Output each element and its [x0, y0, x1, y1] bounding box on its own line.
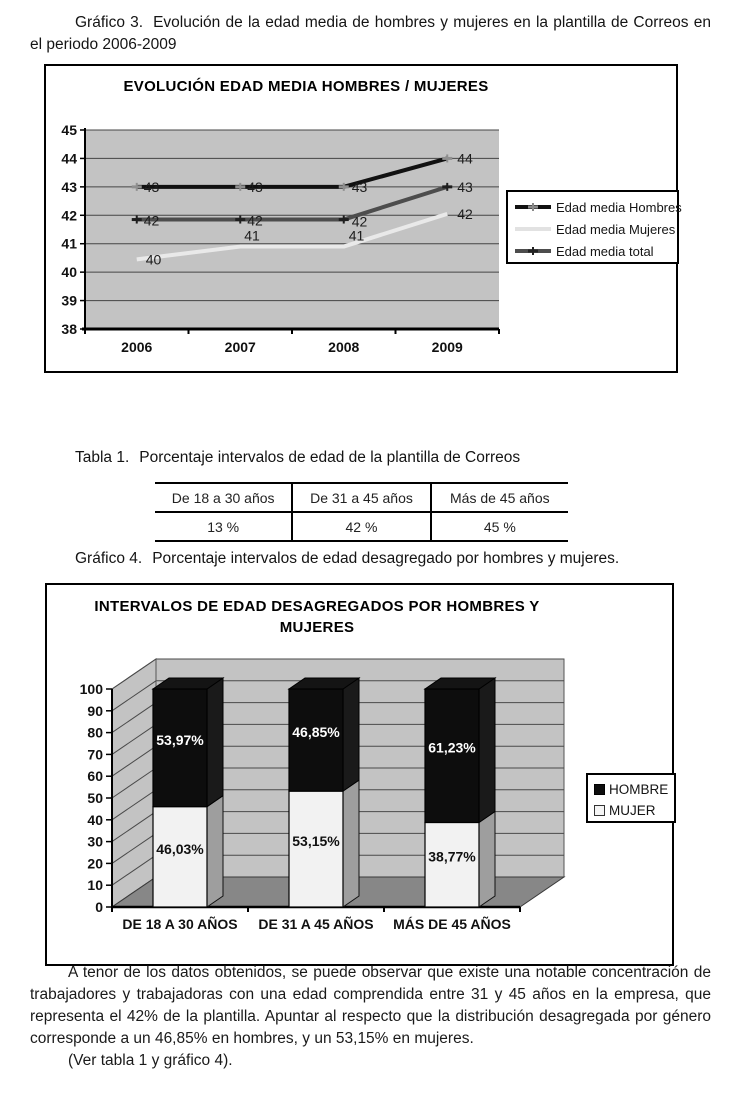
- caption-grafico3-text: Evolución de la edad media de hombres y mujeres en la plantilla de Correos en el periodo 2006-2009: [30, 14, 711, 53]
- line-chart-legend: [506, 190, 682, 264]
- body-paragraph: A tenor de los datos obtenidos, se puede observar que existe una notable concentración de trabajadores y trabajadoras con una edad comprendida entre 31 y 45 años en la empresa, que representa el 42% de la plantilla. Apuntar al respecto que la distribución desagregada por género corresponde a un 46,85% en hombres, y un 53,15% en mujeres.: [30, 964, 711, 1047]
- data-label: 44: [457, 150, 473, 167]
- legend-label-hombres: Edad media Hombres: [556, 199, 682, 215]
- legend-label-hombre: HOMBRE: [609, 782, 669, 797]
- y-axis-label: 42: [61, 207, 77, 224]
- bar-side-face-mujer: [479, 811, 495, 907]
- data-label: 42: [351, 213, 368, 230]
- caption-grafico4-text: Porcentaje intervalos de edad desagregado por hombres y mujeres.: [152, 550, 620, 567]
- table-value-row: [155, 512, 568, 541]
- y-axis-label: 10: [87, 877, 103, 894]
- x-axis-label: 2009: [431, 339, 463, 355]
- x-axis-label: 2008: [328, 339, 360, 355]
- figure-grafico3: [44, 64, 682, 373]
- table-value-cell: 13 %: [155, 512, 292, 541]
- bar-side-face-hombre: [207, 678, 223, 807]
- bar-side-face-mujer: [343, 780, 359, 907]
- data-label: 43: [351, 178, 368, 195]
- see-reference: (Ver tabla 1 y gráfico 4).: [68, 1052, 233, 1069]
- y-axis-label: 40: [61, 264, 77, 281]
- y-axis-label: 30: [87, 833, 103, 850]
- table-header-cell: De 18 a 30 años: [155, 483, 292, 512]
- legend-item-total: [513, 240, 675, 262]
- data-label: 42: [143, 212, 160, 229]
- data-label: 41: [348, 227, 365, 244]
- caption-tabla1-text: Porcentaje intervalos de edad de la plantilla de Correos: [139, 449, 521, 466]
- category-label: DE 31 A 45 AÑOS: [258, 916, 374, 932]
- y-axis-label: 39: [61, 292, 77, 309]
- x-axis-label: 2007: [224, 339, 256, 355]
- y-axis-label: 100: [79, 681, 103, 697]
- bar-chart: [47, 585, 672, 964]
- table-value-cell: 45 %: [431, 512, 568, 541]
- y-axis-label: 20: [87, 855, 103, 872]
- legend-swatch-hombre: [594, 784, 605, 795]
- bar-side-face-hombre: [479, 678, 495, 822]
- legend-item-hombre: [594, 779, 674, 800]
- data-label: 41: [244, 227, 260, 244]
- data-label: 43: [247, 178, 263, 195]
- caption-tabla1: [30, 447, 711, 469]
- line-chart-title: EVOLUCIÓN EDAD MEDIA HOMBRES / MUJERES: [123, 78, 489, 95]
- caption-grafico4: [30, 548, 711, 570]
- legend-label-total: Edad media total: [556, 243, 654, 259]
- legend-swatch-mujeres-line: [513, 222, 553, 236]
- mujer-data-label: 53,15%: [292, 833, 340, 850]
- y-axis-label: 38: [61, 321, 77, 337]
- legend-item-mujeres: [513, 218, 675, 240]
- y-axis-label: 45: [61, 122, 77, 138]
- data-label: 43: [143, 178, 160, 195]
- legend-item-hombres: [513, 196, 682, 218]
- y-axis-label: 90: [87, 702, 103, 719]
- data-label: 40: [145, 251, 162, 268]
- data-label: 43: [457, 178, 473, 195]
- y-axis-label: 50: [87, 790, 103, 806]
- caption-grafico4-label: Gráfico 4.: [75, 550, 143, 567]
- table-header-row: [155, 483, 568, 512]
- legend-swatch-hombres-line: [513, 200, 553, 214]
- y-axis-label: 80: [87, 724, 103, 741]
- category-label: DE 18 A 30 AÑOS: [122, 916, 238, 932]
- body-text: [30, 962, 711, 1072]
- legend-item-mujer: [594, 800, 674, 821]
- legend-swatch-total-line: [513, 244, 553, 258]
- hombre-data-label: 61,23%: [428, 739, 476, 756]
- caption-grafico3: [30, 12, 711, 56]
- bar-chart-title-line1: INTERVALOS DE EDAD DESAGREGADOS POR HOMBRES Y: [94, 598, 540, 615]
- figure-grafico4: [45, 583, 674, 966]
- legend-label-mujeres: Edad media Mujeres: [556, 221, 676, 237]
- legend-swatch-mujer: [594, 805, 605, 816]
- bar-side-face-hombre: [343, 678, 359, 791]
- data-label: 42: [247, 212, 263, 229]
- legend-label-mujer: MUJER: [609, 803, 656, 818]
- bar-chart-legend: [586, 773, 676, 823]
- bar-chart-title-line2: MUJERES: [279, 619, 355, 636]
- y-axis-label: 41: [61, 235, 77, 252]
- mujer-data-label: 46,03%: [156, 840, 204, 857]
- data-label: 42: [457, 205, 473, 222]
- table-header-cell: Más de 45 años: [431, 483, 568, 512]
- mujer-data-label: 38,77%: [428, 848, 476, 865]
- hombre-data-label: 46,85%: [292, 724, 340, 741]
- bar-side-face-mujer: [207, 796, 223, 907]
- table-header-cell: De 31 a 45 años: [292, 483, 430, 512]
- category-label: MÁS DE 45 AÑOS: [393, 916, 511, 932]
- age-intervals-table: [155, 482, 568, 542]
- y-axis-label: 44: [61, 150, 77, 167]
- table-value-cell: 42 %: [292, 512, 430, 541]
- y-axis-label: 70: [87, 746, 103, 763]
- hombre-data-label: 53,97%: [156, 731, 204, 748]
- y-axis-label: 0: [95, 899, 103, 915]
- caption-tabla1-label: Tabla 1.: [75, 449, 130, 466]
- caption-grafico3-label: Gráfico 3.: [75, 14, 144, 31]
- y-axis-label: 60: [87, 768, 103, 785]
- x-axis-label: 2006: [121, 339, 153, 355]
- y-axis-label: 43: [61, 178, 77, 195]
- y-axis-label: 40: [87, 811, 103, 828]
